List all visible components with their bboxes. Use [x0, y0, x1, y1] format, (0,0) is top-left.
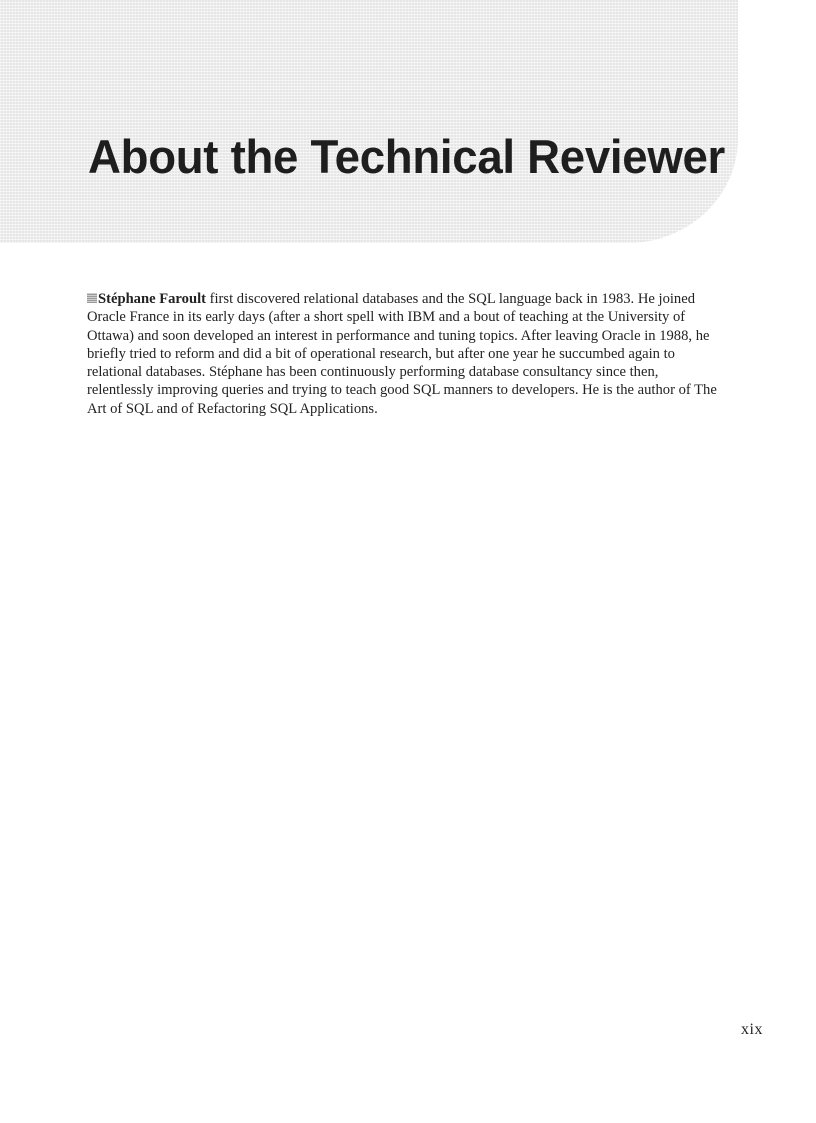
reviewer-bio-text: first discovered relational databases and the SQL language back in 1983. He joined Oracle France in its early days (after a short spell with IBM and a bout of teaching at the University of Ottawa) and soon developed an interest in performance and tuning topics. After leaving Oracle in 1988, he briefly tried to reform and did a bit of operational research, but after one year he succumbed again to relational databases. Stéphane has been continuously performing database consultancy since then, relentlessly improving queries and trying to teach good SQL manners to developers. He is the author of The Art of SQL and of Refactoring SQL Applications.: [87, 291, 717, 417]
reviewer-bio-paragraph: [87, 290, 719, 418]
chapter-header-band: [0, 0, 738, 243]
page-title: About the Technical Reviewer: [88, 130, 726, 183]
square-bullet-icon: [87, 293, 97, 303]
page-number: xix: [741, 1021, 763, 1038]
reviewer-name: Stéphane Faroult: [98, 291, 206, 307]
